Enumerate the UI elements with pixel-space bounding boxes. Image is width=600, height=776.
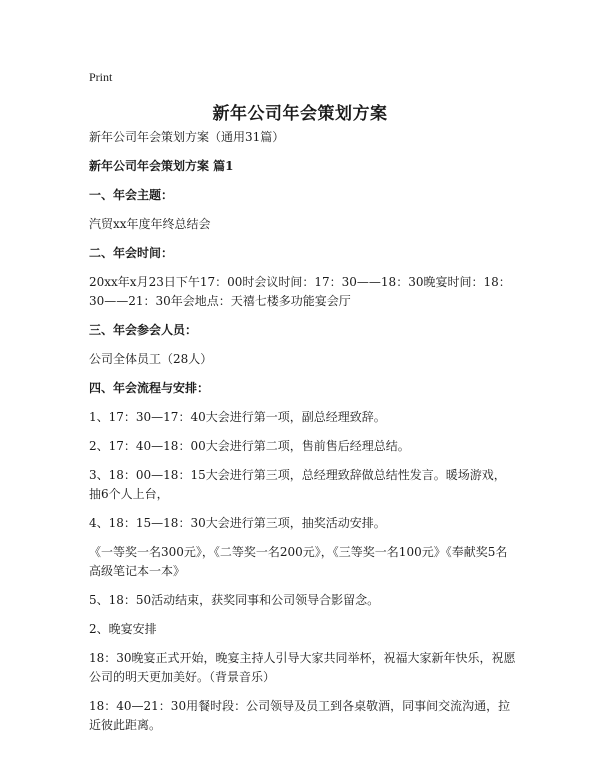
- paragraph: 18：30晚宴正式开始，晚宴主持人引导大家共同举杯，祝福大家新年快乐，祝愿公司的明天更加美好。（背景音乐）: [89, 651, 516, 684]
- document-body: [89, 128, 517, 745]
- paragraph: 《一等奖一名300元》，《二等奖一名200元》，《三等奖一名100元》《奉献奖5名高级笔记本一本》: [89, 545, 508, 578]
- paragraph: 公司全体员工（28人）: [89, 352, 213, 366]
- paragraph: 18：40—21：30用餐时段：公司领导及员工到各桌敬酒，同事间交流沟通，拉近彼此距离。: [89, 699, 511, 732]
- print-link[interactable]: Print: [89, 70, 113, 84]
- section-heading: 二、年会时间：: [89, 246, 174, 260]
- list-item: 3、18：00—18：15大会进行第三项，总经理致辞做总结性发言。暖场游戏，抽6个人上台，: [89, 468, 506, 501]
- list-item: 5、18：50活动结束，获奖同事和公司领导合影留念。: [89, 593, 380, 607]
- list-item: 1、17：30—17：40大会进行第一项，副总经理致辞。: [89, 410, 386, 424]
- list-item: 2、晚宴安排: [89, 622, 157, 636]
- paragraph: 20xx年x月23日下午17：00时会议时间：17：30——18：30晚宴时间：18：30——21：30年会地点：天禧七楼多功能宴会厅: [89, 275, 511, 308]
- page-title: 新年公司年会策划方案: [212, 104, 388, 124]
- section-heading: 一、年会主题：: [89, 188, 174, 202]
- subtitle: 新年公司年会策划方案（通用31篇）: [89, 130, 285, 144]
- list-item: 2、17：40—18：00大会进行第二项，售前售后经理总结。: [89, 439, 410, 453]
- paragraph: 汽贸xx年度年终总结会: [89, 217, 211, 231]
- section-heading: 四、年会流程与安排：: [89, 381, 210, 395]
- section-heading: 三、年会参会人员：: [89, 323, 198, 337]
- list-item: 4、18：15—18：30大会进行第三项，抽奖活动安排。: [89, 516, 386, 530]
- section-heading: 新年公司年会策划方案 篇1: [89, 159, 234, 173]
